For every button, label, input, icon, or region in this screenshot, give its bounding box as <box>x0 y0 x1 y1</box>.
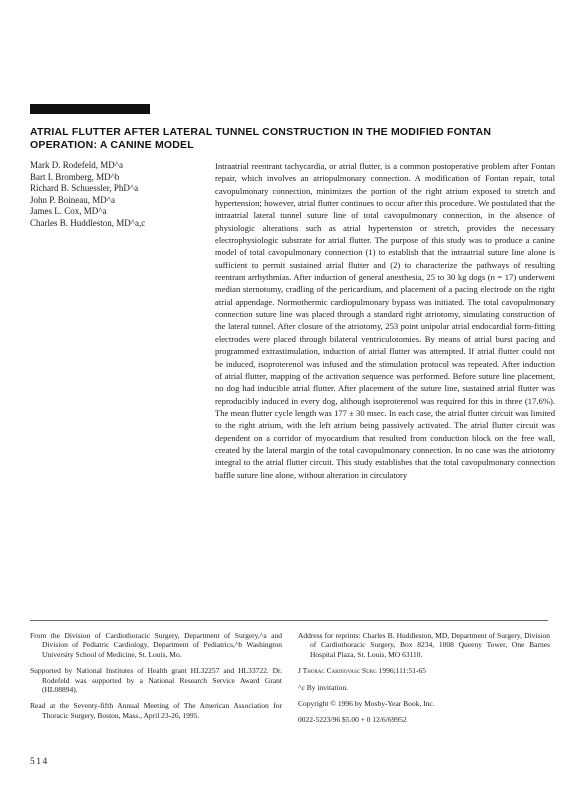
article-code: 0022-5223/96 $5.00 + 0 12/6/69952 <box>298 715 407 725</box>
affiliation-note: From the Division of Cardiothoracic Surgery, Department of Surgery,^a and Division of Pediatric Cardiology, Department of Pediatrics,^b Washington University School of Medicine, St. Louis, Mo. <box>30 631 282 659</box>
funding-note: Supported by National Institutes of Health grant HL32257 and HL33722. Dr. Rodefeld was supported by a National Research Service Award Grant (HL08894). <box>30 666 282 695</box>
reprint-address: Address for reprints: Charles B. Huddleston, MD, Department of Surgery, Division of Cardiothoracic Surgery, Box 8234, 1008 Queeny Tower, One Barnes Hospital Plaza, St. Louis, MO 63110. <box>298 631 550 659</box>
invitation-note: ^c By invitation. <box>298 682 348 692</box>
journal-citation: J Thorac Cardiovasc Surg 1996;111:51-65 <box>298 666 426 676</box>
author: Bart I. Bromberg, MD^b <box>30 171 120 182</box>
author: Charles B. Huddleston, MD^a,c <box>30 217 146 228</box>
author: James L. Cox, MD^a <box>30 206 107 217</box>
footnote-divider <box>30 620 548 621</box>
header-rule <box>30 104 150 114</box>
copyright-note: Copyright © 1996 by Mosby-Year Book, Inc. <box>298 699 435 709</box>
author-list <box>30 160 205 230</box>
footnotes-right <box>298 631 550 732</box>
author: Mark D. Rodefeld, MD^a <box>30 160 123 170</box>
author: Richard B. Schuessler, PhD^a <box>30 183 139 194</box>
page-number: 514 <box>30 757 49 767</box>
article-title: ATRIAL FLUTTER AFTER LATERAL TUNNEL CONSTRUCTION IN THE MODIFIED FONTAN OPERATION: A CANINE MODEL <box>30 126 492 151</box>
meeting-note: Read at the Seventy-fifth Annual Meeting of The American Association for Thoracic Surgery, Boston, Mass., April 23-26, 1995. <box>30 701 282 720</box>
footnotes-left <box>30 631 282 727</box>
author: John P. Boineau, MD^a <box>30 194 115 205</box>
abstract-text: Intraatrial reentrant tachycardia, or atrial flutter, is a common postoperative problem after Fontan repair, which involves an atriopulmonary connection. A modification of Fontan repair, total cavopulmonary connection, minimizes the portion of the right atrium exposed to stretch and hypertension; however, atrial flutter continues to occur after this procedure. We postulated that the intraatrial lateral tunnel suture line of total cavopulmonary connection, in the absence of physiologic alterations such as atrial hypertension or stretch, provides the necessary electrophysiologic substrate for atrial flutter. The purpose of this study was to produce a canine model of total cavopulmonary connection (1) to establish that the intraatrial suture line alone is sufficient to permit sustained atrial flutter and (2) to characterize the pathways of resulting reentrant arrhythmias. After induction of general anesthesia, 25 to 30 kg dogs (n = 17) underwent median sternotomy, cradling of the pericardium, and placement of a pacing electrode on the right atrial appendage. Normothermic cardiopulmonary bypass was initiated. The total cavopulmonary connection suture line was placed through a standard right atriotomy, simulating construction of the lateral tunnel. After closure of the atriotomy, 253 point unipolar atrial endocardial form-fitting electrodes were placed through bilateral ventriculotomies. By means of atrial burst pacing and programmed extrastimulation, induction of atrial flutter was attempted. If atrial flutter could not be induced, isoproterenol was infused and the stimulation protocol was repeated. After induction of atrial flutter, mapping of the activation sequence was performed. Before suture line placement, no dog had inducible atrial flutter. After placement of the suture line, sustained atrial flutter was reproducibly induced in every dog, although isoproterenol was required for this in three (17.6%). The mean flutter cycle length was 177 ± 30 msec. In each case, the atrial flutter circuit was limited to the right atrium, with the left atrium being passively activated. The atrial flutter circuit was dependent on a corridor of myocardium that resulted from conduction block on the free wall, created by the lateral margin of the total cavopulmonary connection. In no case was the atriotomy integral to the atrial flutter circuit. This study establishes that the total cavopulmonary connection baffle suture line alone, without alteration in circulatory <box>215 161 555 480</box>
